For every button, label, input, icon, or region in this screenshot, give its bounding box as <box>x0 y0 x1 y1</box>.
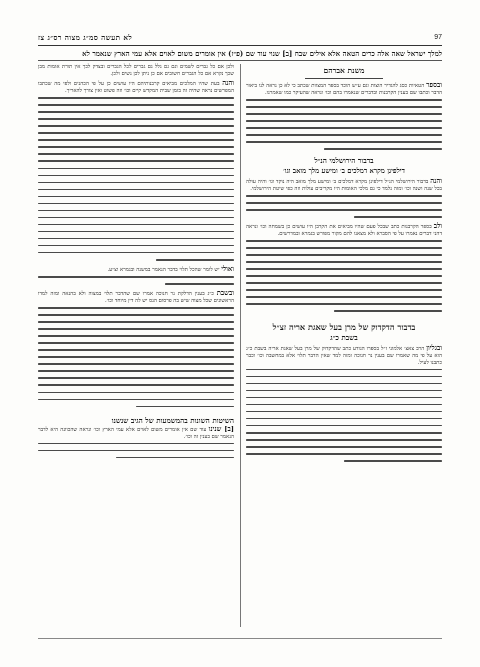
paragraph <box>246 223 442 238</box>
paragraph <box>38 426 234 441</box>
column-separator <box>240 64 241 627</box>
subsection-subtitle: בשבת כ״ג <box>330 332 358 342</box>
paragraph-text: בדבור הירושלמי הנ״ל דילפינן מקרא דמלכים ב׳ ומישע מלך מואב היה נוקד וגו׳ והיה עולה בכל שנה ושנה וכו׳ ומזה נלמד כי גם מלכי האומות היו מקריבים עולות וזה כפי שיטת הירושלמי. <box>246 178 442 192</box>
subsection-title: השיטות השונות בהמשמעות של הגיב שנשנו <box>111 415 234 425</box>
paragraph-text: הטאיות כסג להגדיר הוצות וגם ע״ש הוכד בספר המצוות שכתב כי לא כן נראה לנו ביאור הדבר וכתבו שם בענין הקרבנות ובדברים שנאמרו בהם וכו׳ ונראה שהעיקר כמו שאמרנו. <box>246 83 442 97</box>
page-title: לא תעשה סמ״ג מצוה רס״ג צז <box>38 32 133 42</box>
text-block <box>246 240 442 312</box>
text-block <box>246 99 442 150</box>
paragraph-text: עוד שם אין אומרים משום לאוים אלא עמי הארץ וכו׳ ונראה שהכוונה היא לדבר הנאמר שם בענין זה וכו׳. <box>38 426 234 440</box>
paragraph-lead-word: ובשבת <box>216 289 235 298</box>
header-rule <box>38 45 442 46</box>
left-column <box>38 64 234 464</box>
section-divider <box>305 78 383 79</box>
top-rule <box>38 60 442 61</box>
subsection-title: בדבור הדקדוק של מרן בעל שאגת אריה זצ״ל <box>272 321 416 332</box>
paragraph <box>38 64 234 78</box>
paragraph-text: בספר הקרבנות כתב שבכל פעם שהיו מביאים את הקרבן היו עושים כן בשמחה וכו׳ ונראה דהני דברים נאמרו על פי הסברא ולא מצאנו להם מקור מפורש בגמרא ובמדרשים. <box>246 224 442 238</box>
paragraph <box>246 345 442 367</box>
running-header <box>38 30 442 44</box>
paragraph-lead-word: ולב <box>433 222 442 231</box>
paragraph <box>38 80 234 95</box>
paragraph <box>38 290 234 305</box>
paragraph-text: כ״ג בענין הדלקת נר חנוכה אמרו שם שהדבר תלוי במצוה ולא בהנאה ומזה למדו הראשונים שכל מצוה שיש בה פרסום הנס יש לה דין מיוחד וכו׳. <box>38 291 234 305</box>
paragraph-text: ולכן אם כל גברים לשמים וגם גם גלל גם גברים לכל הגברים ובצדק לכך אין תורת אומות מבן שכך נקרא אם כל הגברים חשובים אם כן ניתן לכן נשים ולכן. <box>38 64 234 78</box>
text-block <box>38 97 234 260</box>
paragraph-lead-word: [ב] שנינו <box>208 424 235 433</box>
text-block <box>246 369 442 462</box>
text-block <box>38 443 234 459</box>
paragraph-lead-word: והנה <box>430 176 443 185</box>
paragraph-text: הרב צאצ׳ אלמוני ז״ל בספרו הנודע כתב שהדקדוק של מרן בעל שאגת אריה בשבת כ״ג הוא על פי מה שאמרו שם בענין נר חנוכה ומזה למד שאין הדבר תלוי אלא במחשבה וכו׳ וכבר כתבנו לעיל. <box>246 345 442 366</box>
paragraph <box>38 266 234 274</box>
paragraph-lead-word: ובספר <box>426 81 443 89</box>
paragraph-lead-word: והנה <box>222 79 234 88</box>
paragraph <box>246 82 442 97</box>
text-block <box>246 195 442 218</box>
right-column <box>246 64 442 467</box>
paragraph <box>246 178 442 193</box>
section-title: משנת אברהם <box>323 66 365 75</box>
text-block <box>38 276 234 285</box>
page-number: 97 <box>434 33 442 41</box>
text-block <box>38 307 234 407</box>
top-text-line: למלך ישראל שאה אלה כרים הטאה אלא אילים שבח [ב] שנוי עוד שם (פ״ז) אין אומרים משום לאוים אלא עמי הארץ שנאמר לא <box>82 49 442 58</box>
paragraph-text: יש לומר שהכל תלוי בדבר הנאמר במשנה ובגמרא וצ״ע. <box>107 266 220 273</box>
paragraph-lead-word: ובגליון <box>426 343 442 352</box>
subsection-title: בדבור הירושלמי הנ״ל <box>314 156 374 166</box>
paragraph-text: בעת שהיו המלכים מביאים קרבנותיהם היו עושים כן על פי הכהנים ולפי מה שכתבו המפרשים נראה שהיה זה בזמן שבית המקדש קיים וכו׳ וזה פשוט ואין צורך להאריך. <box>38 81 234 95</box>
footer-rule <box>38 638 442 639</box>
paragraph-lead-word: ואולי <box>221 264 234 273</box>
subsection-subtitle: דילפינן מקרא דמלכים ב׳ ומישע מלך מואב וגו׳ <box>283 167 405 176</box>
